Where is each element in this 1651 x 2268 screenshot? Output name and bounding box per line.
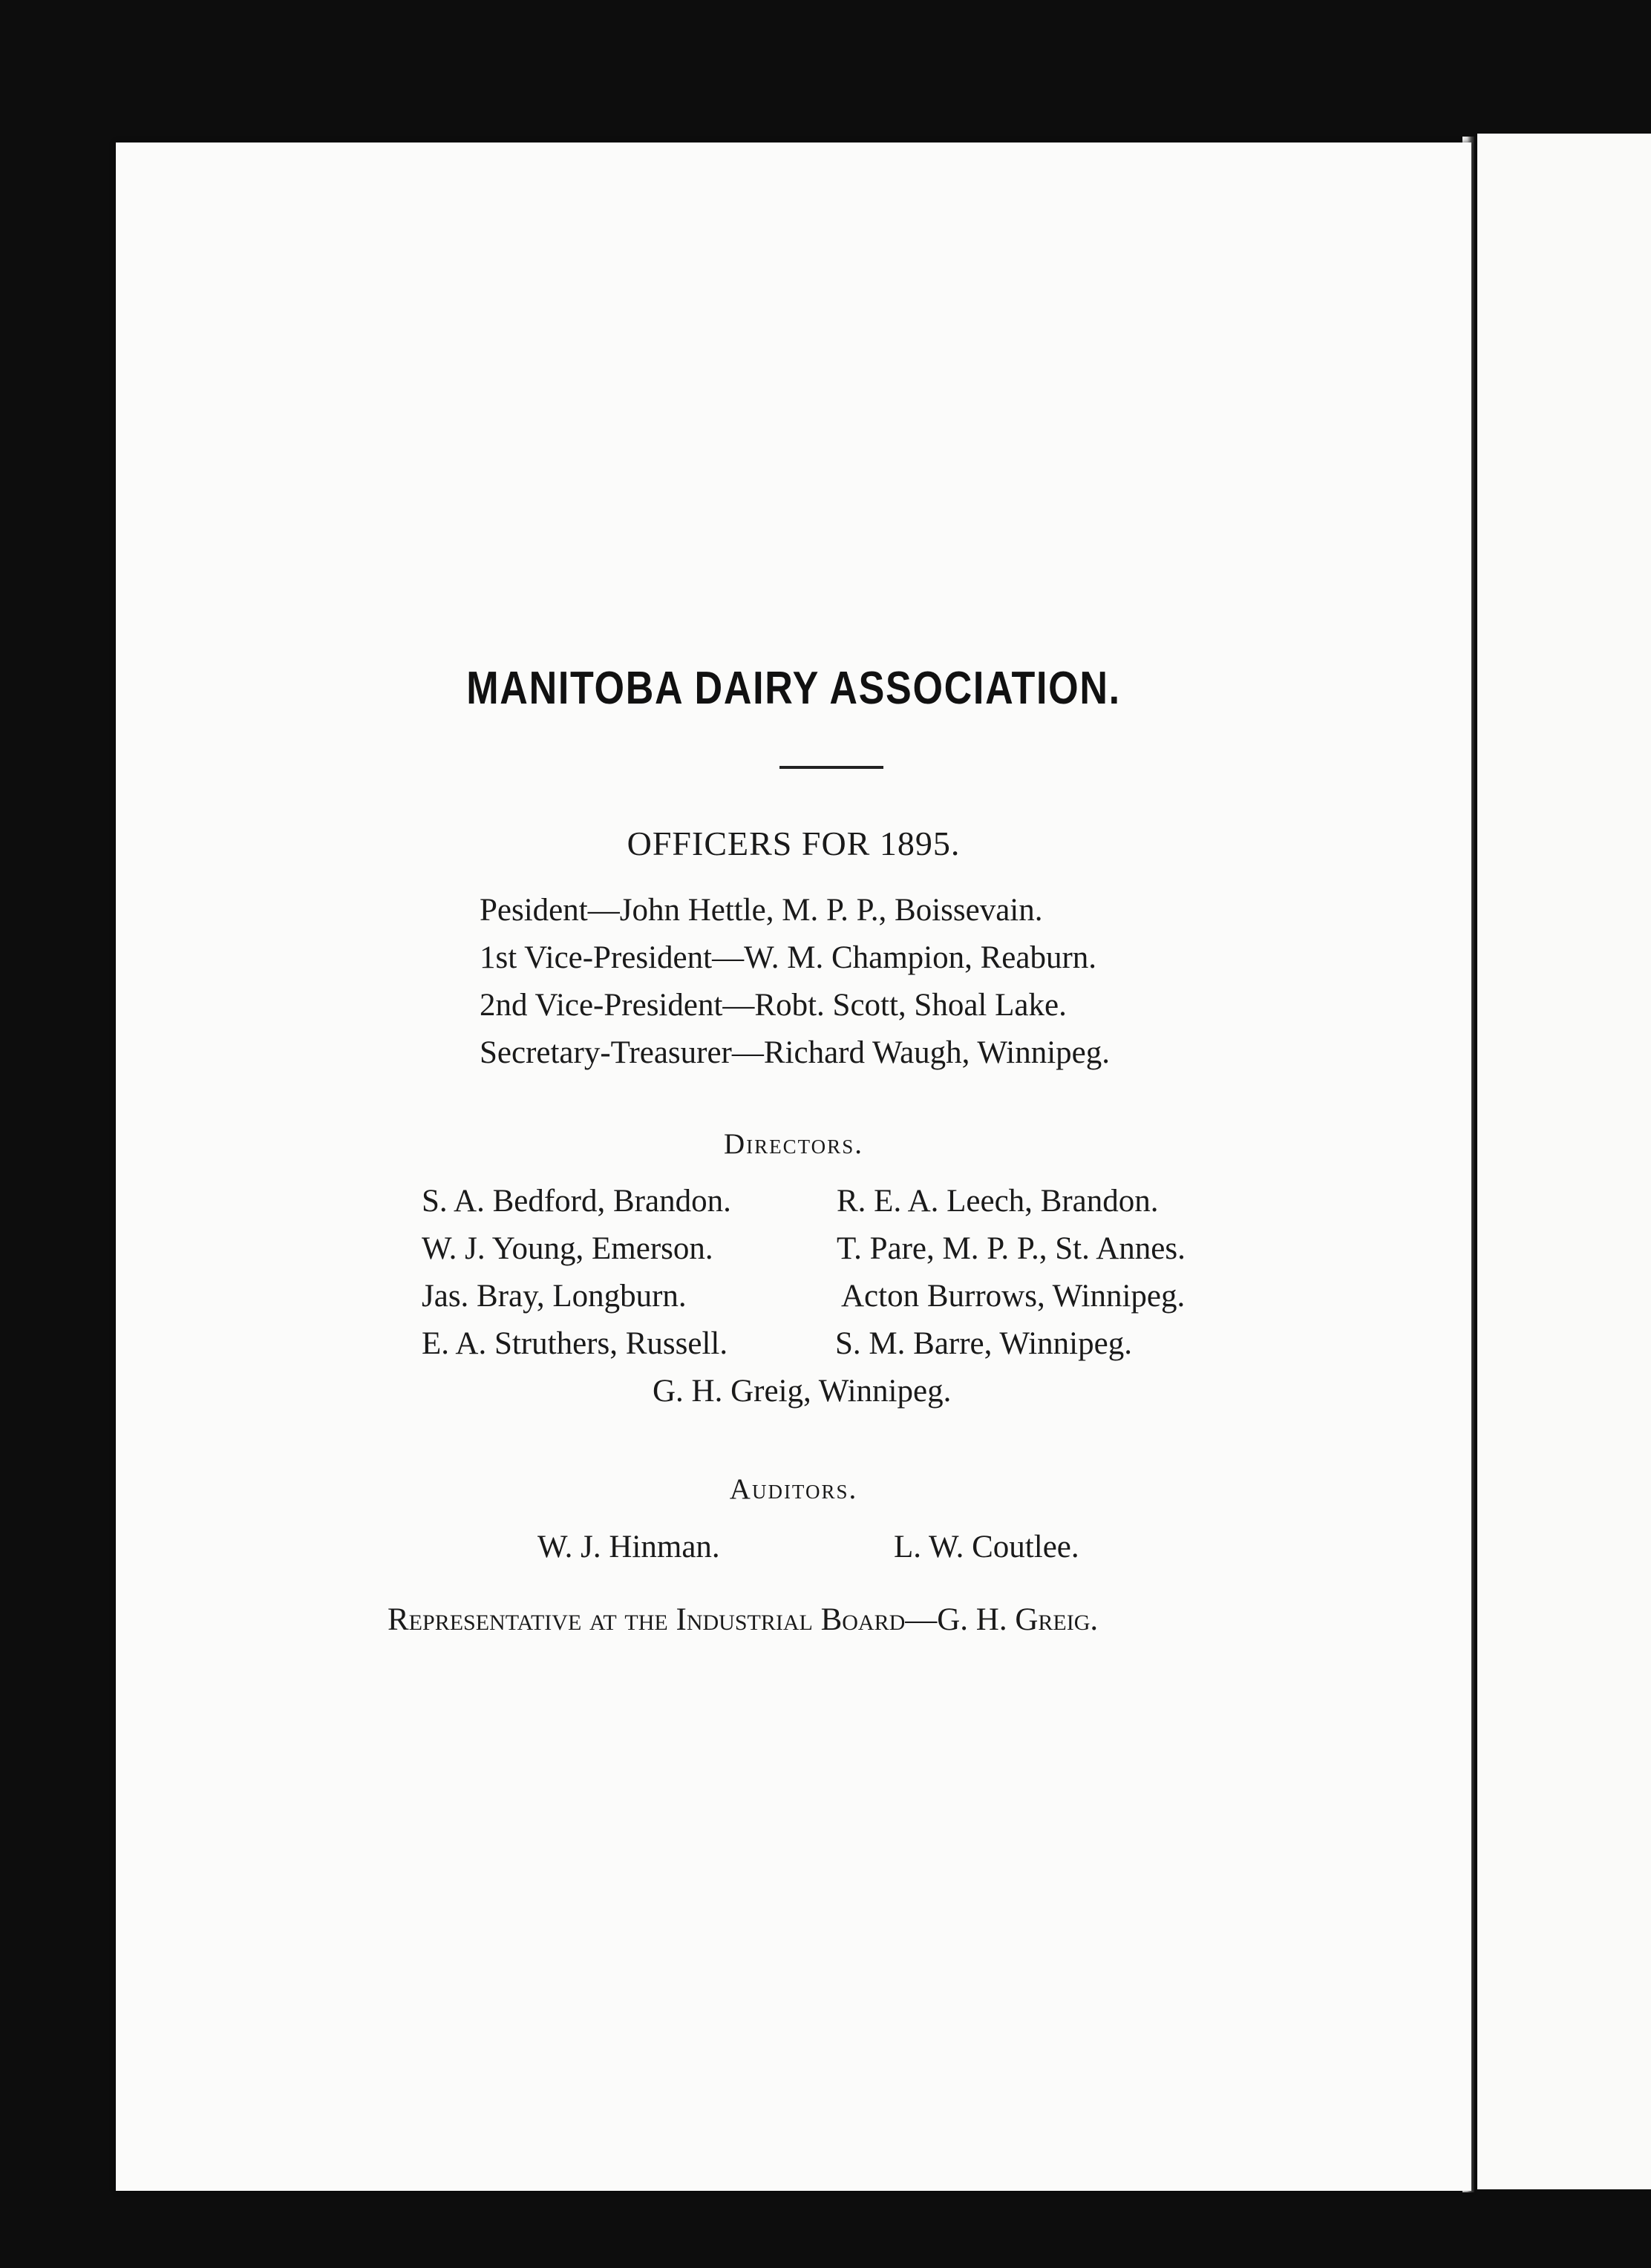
- director-right: T. Pare, M. P. P., St. Annes.: [837, 1231, 1186, 1266]
- document-page: [116, 142, 1471, 2191]
- director-left: W. J. Young, Emerson.: [422, 1231, 713, 1266]
- director-last: G. H. Greig, Winnipeg.: [653, 1374, 952, 1409]
- title-divider: [779, 766, 883, 769]
- director-left: Jas. Bray, Longburn.: [422, 1279, 687, 1314]
- director-right: Acton Burrows, Winnipeg.: [841, 1279, 1186, 1314]
- director-left: E. A. Struthers, Russell.: [422, 1326, 728, 1361]
- auditors-heading: Auditors.: [729, 1473, 858, 1505]
- director-right: R. E. A. Leech, Brandon.: [837, 1184, 1159, 1219]
- officer-secretary-treasurer: Secretary-Treasurer—Richard Waugh, Winnipeg.: [480, 1035, 1110, 1070]
- officer-president: Pesident—John Hettle, M. P. P., Boissevain.: [480, 893, 1043, 928]
- directors-heading: Directors.: [724, 1128, 863, 1160]
- director-left: S. A. Bedford, Brandon.: [422, 1184, 731, 1219]
- director-right: S. M. Barre, Winnipeg.: [835, 1326, 1132, 1361]
- officer-second-vice-president: 2nd Vice-President—Robt. Scott, Shoal Lake.: [480, 988, 1067, 1023]
- auditor: W. J. Hinman.: [537, 1530, 720, 1564]
- officers-heading: OFFICERS FOR 1895.: [627, 825, 961, 862]
- page-content: [116, 142, 1471, 2191]
- facing-page-edge: [1477, 134, 1651, 2189]
- representative-line: Representative at the Industrial Board—G. H. Greig.: [388, 1602, 1099, 1637]
- page-title: MANITOBA DAIRY ASSOCIATION.: [466, 663, 1121, 714]
- officer-first-vice-president: 1st Vice-President—W. M. Champion, Reaburn.: [480, 940, 1097, 975]
- auditor: L. W. Coutlee.: [894, 1530, 1079, 1564]
